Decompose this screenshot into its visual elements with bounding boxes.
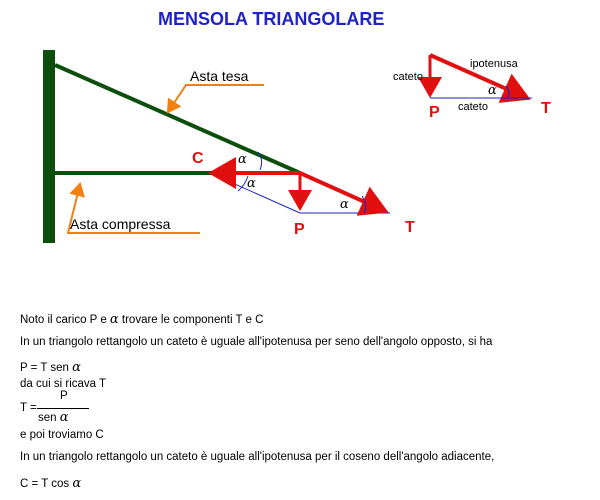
text-line-7: In un triangolo rettangolo un cateto è uguale all'ipotenusa per il coseno dell'angolo adiacente, bbox=[20, 451, 495, 463]
text-line-8: C = T cos α bbox=[20, 476, 82, 491]
alpha-label: α bbox=[488, 83, 497, 98]
label-cateto-left: cateto bbox=[393, 71, 423, 83]
text-line-3: P = T sen α bbox=[20, 360, 81, 375]
small-label-P: P bbox=[429, 104, 440, 121]
angle-arc bbox=[362, 196, 366, 213]
small-label-T: T bbox=[541, 100, 551, 117]
label-ipotenusa: ipotenusa bbox=[470, 58, 518, 70]
alpha-label: α bbox=[340, 197, 349, 212]
label-P: P bbox=[294, 221, 305, 238]
label-asta-tesa: Asta tesa bbox=[190, 68, 249, 84]
pointer-asta-tesa bbox=[168, 85, 264, 112]
alpha-label: α bbox=[238, 152, 247, 167]
label-C: C bbox=[192, 150, 204, 167]
fraction-bar bbox=[37, 408, 89, 409]
reference-triangle bbox=[393, 55, 551, 121]
label-asta-compressa: Asta compressa bbox=[70, 216, 171, 232]
text-line-2: In un triangolo rettangolo un cateto è uguale all'ipotenusa per seno dell'angolo opposto, si ha bbox=[20, 336, 493, 348]
text-line-4: da cui si ricava T bbox=[20, 378, 107, 390]
diagram-title: MENSOLA TRIANGOLARE bbox=[158, 9, 385, 29]
label-T: T bbox=[405, 219, 415, 236]
label-cateto-bottom: cateto bbox=[458, 101, 488, 113]
fraction-formula: T = P sen α bbox=[20, 402, 140, 432]
text-line-1: Noto il carico P e α trovare le componenti T e C bbox=[20, 312, 264, 327]
tension-bar bbox=[55, 65, 300, 173]
alpha-label: α bbox=[247, 176, 256, 191]
text-line-6: e poi troviamo C bbox=[20, 429, 104, 441]
wall bbox=[43, 50, 55, 243]
